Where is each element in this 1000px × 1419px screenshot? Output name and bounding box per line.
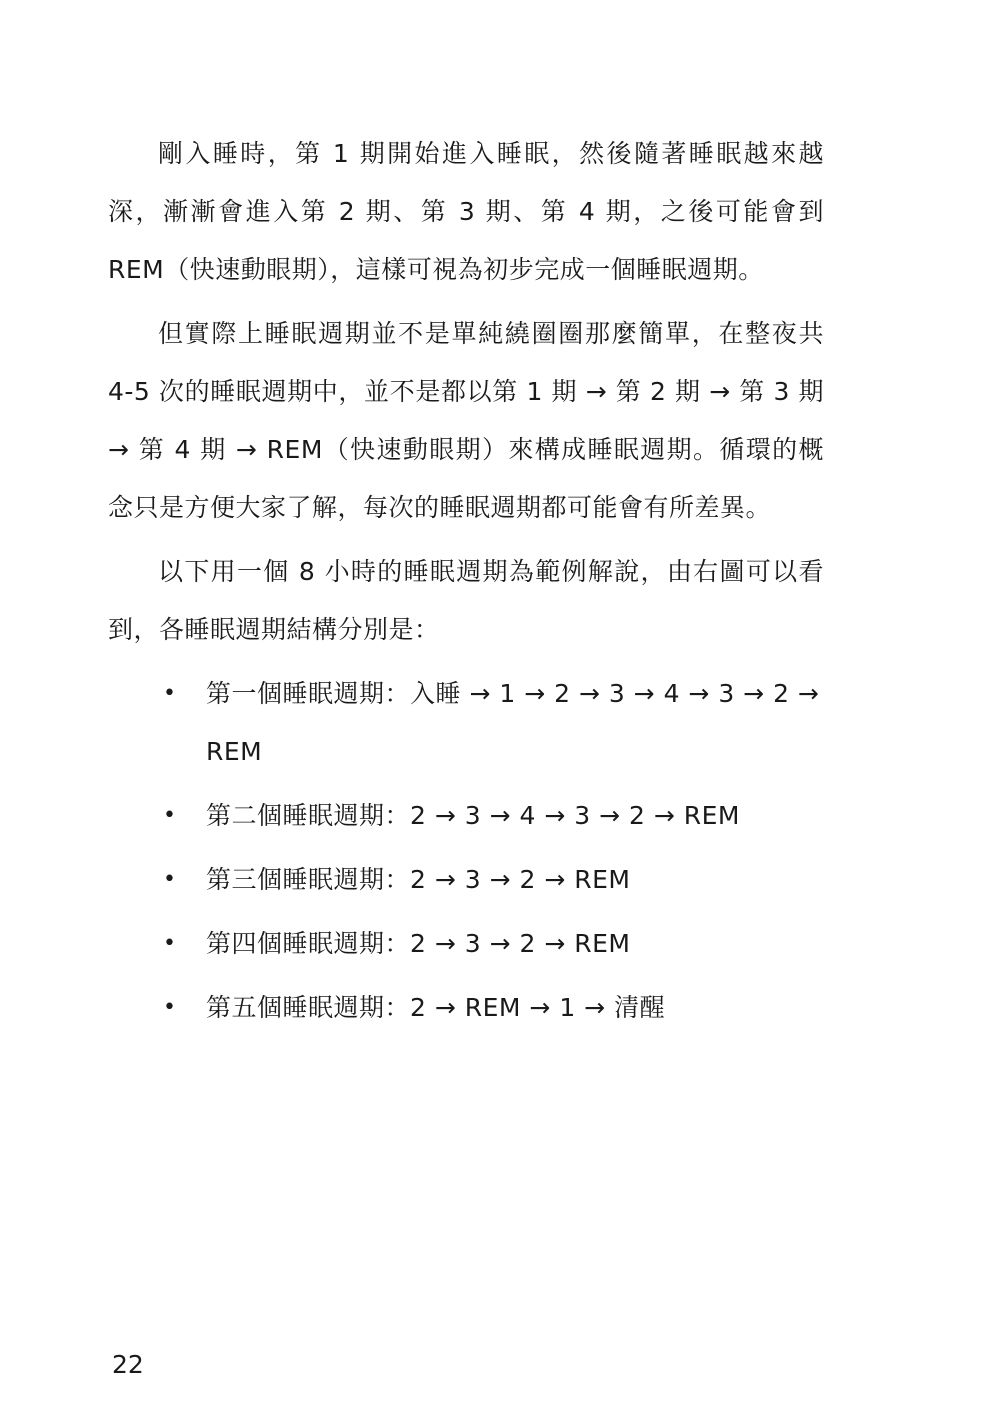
cycle-text: 第一個睡眠週期：入睡 → 1 → 2 → 3 → 4 → 3 → 2 → REM bbox=[206, 679, 820, 766]
list-item-cycle-5 bbox=[108, 979, 824, 1037]
list-item-cycle-4 bbox=[108, 915, 824, 973]
page-number: 22 bbox=[112, 1350, 144, 1379]
cycle-text: 第四個睡眠週期：2 → 3 → 2 → REM bbox=[206, 929, 631, 958]
cycle-text: 第五個睡眠週期：2 → REM → 1 → 清醒 bbox=[206, 993, 666, 1022]
list-item-cycle-3 bbox=[108, 851, 824, 909]
bullet-icon: • bbox=[163, 995, 177, 1020]
paragraph-sleep-onset: 剛入睡時，第 1 期開始進入睡眠，然後隨著睡眠越來越深，漸漸會進入第 2 期、第 3 期、第 4 期，之後可能會到 REM（快速動眼期），這樣可視為初步完成一個睡眠週期。 bbox=[108, 139, 824, 284]
bullet-icon: • bbox=[163, 803, 177, 828]
paragraph-cycle-variation: 但實際上睡眠週期並不是單純繞圈圈那麼簡單，在整夜共 4-5 次的睡眠週期中，並不是都以第 1 期 → 第 2 期 → 第 3 期 → 第 4 期 → REM（快速動眼期）來構成睡眠週期。循環的概念只是方便大家了解，每次的睡眠週期都可能會有所差異。 bbox=[108, 319, 824, 522]
bullet-icon: • bbox=[163, 867, 177, 892]
list-item-cycle-1 bbox=[108, 665, 824, 781]
list-item-cycle-2 bbox=[108, 787, 824, 845]
bullet-icon: • bbox=[163, 931, 177, 956]
cycle-text: 第二個睡眠週期：2 → 3 → 4 → 3 → 2 → REM bbox=[206, 801, 740, 830]
sleep-cycle-list bbox=[108, 665, 824, 1037]
cycle-text: 第三個睡眠週期：2 → 3 → 2 → REM bbox=[206, 865, 631, 894]
body-text bbox=[108, 125, 824, 1043]
bullet-icon: • bbox=[163, 681, 177, 706]
paragraph-example-intro: 以下用一個 8 小時的睡眠週期為範例解說，由右圖可以看到，各睡眠週期結構分別是： bbox=[108, 557, 824, 644]
